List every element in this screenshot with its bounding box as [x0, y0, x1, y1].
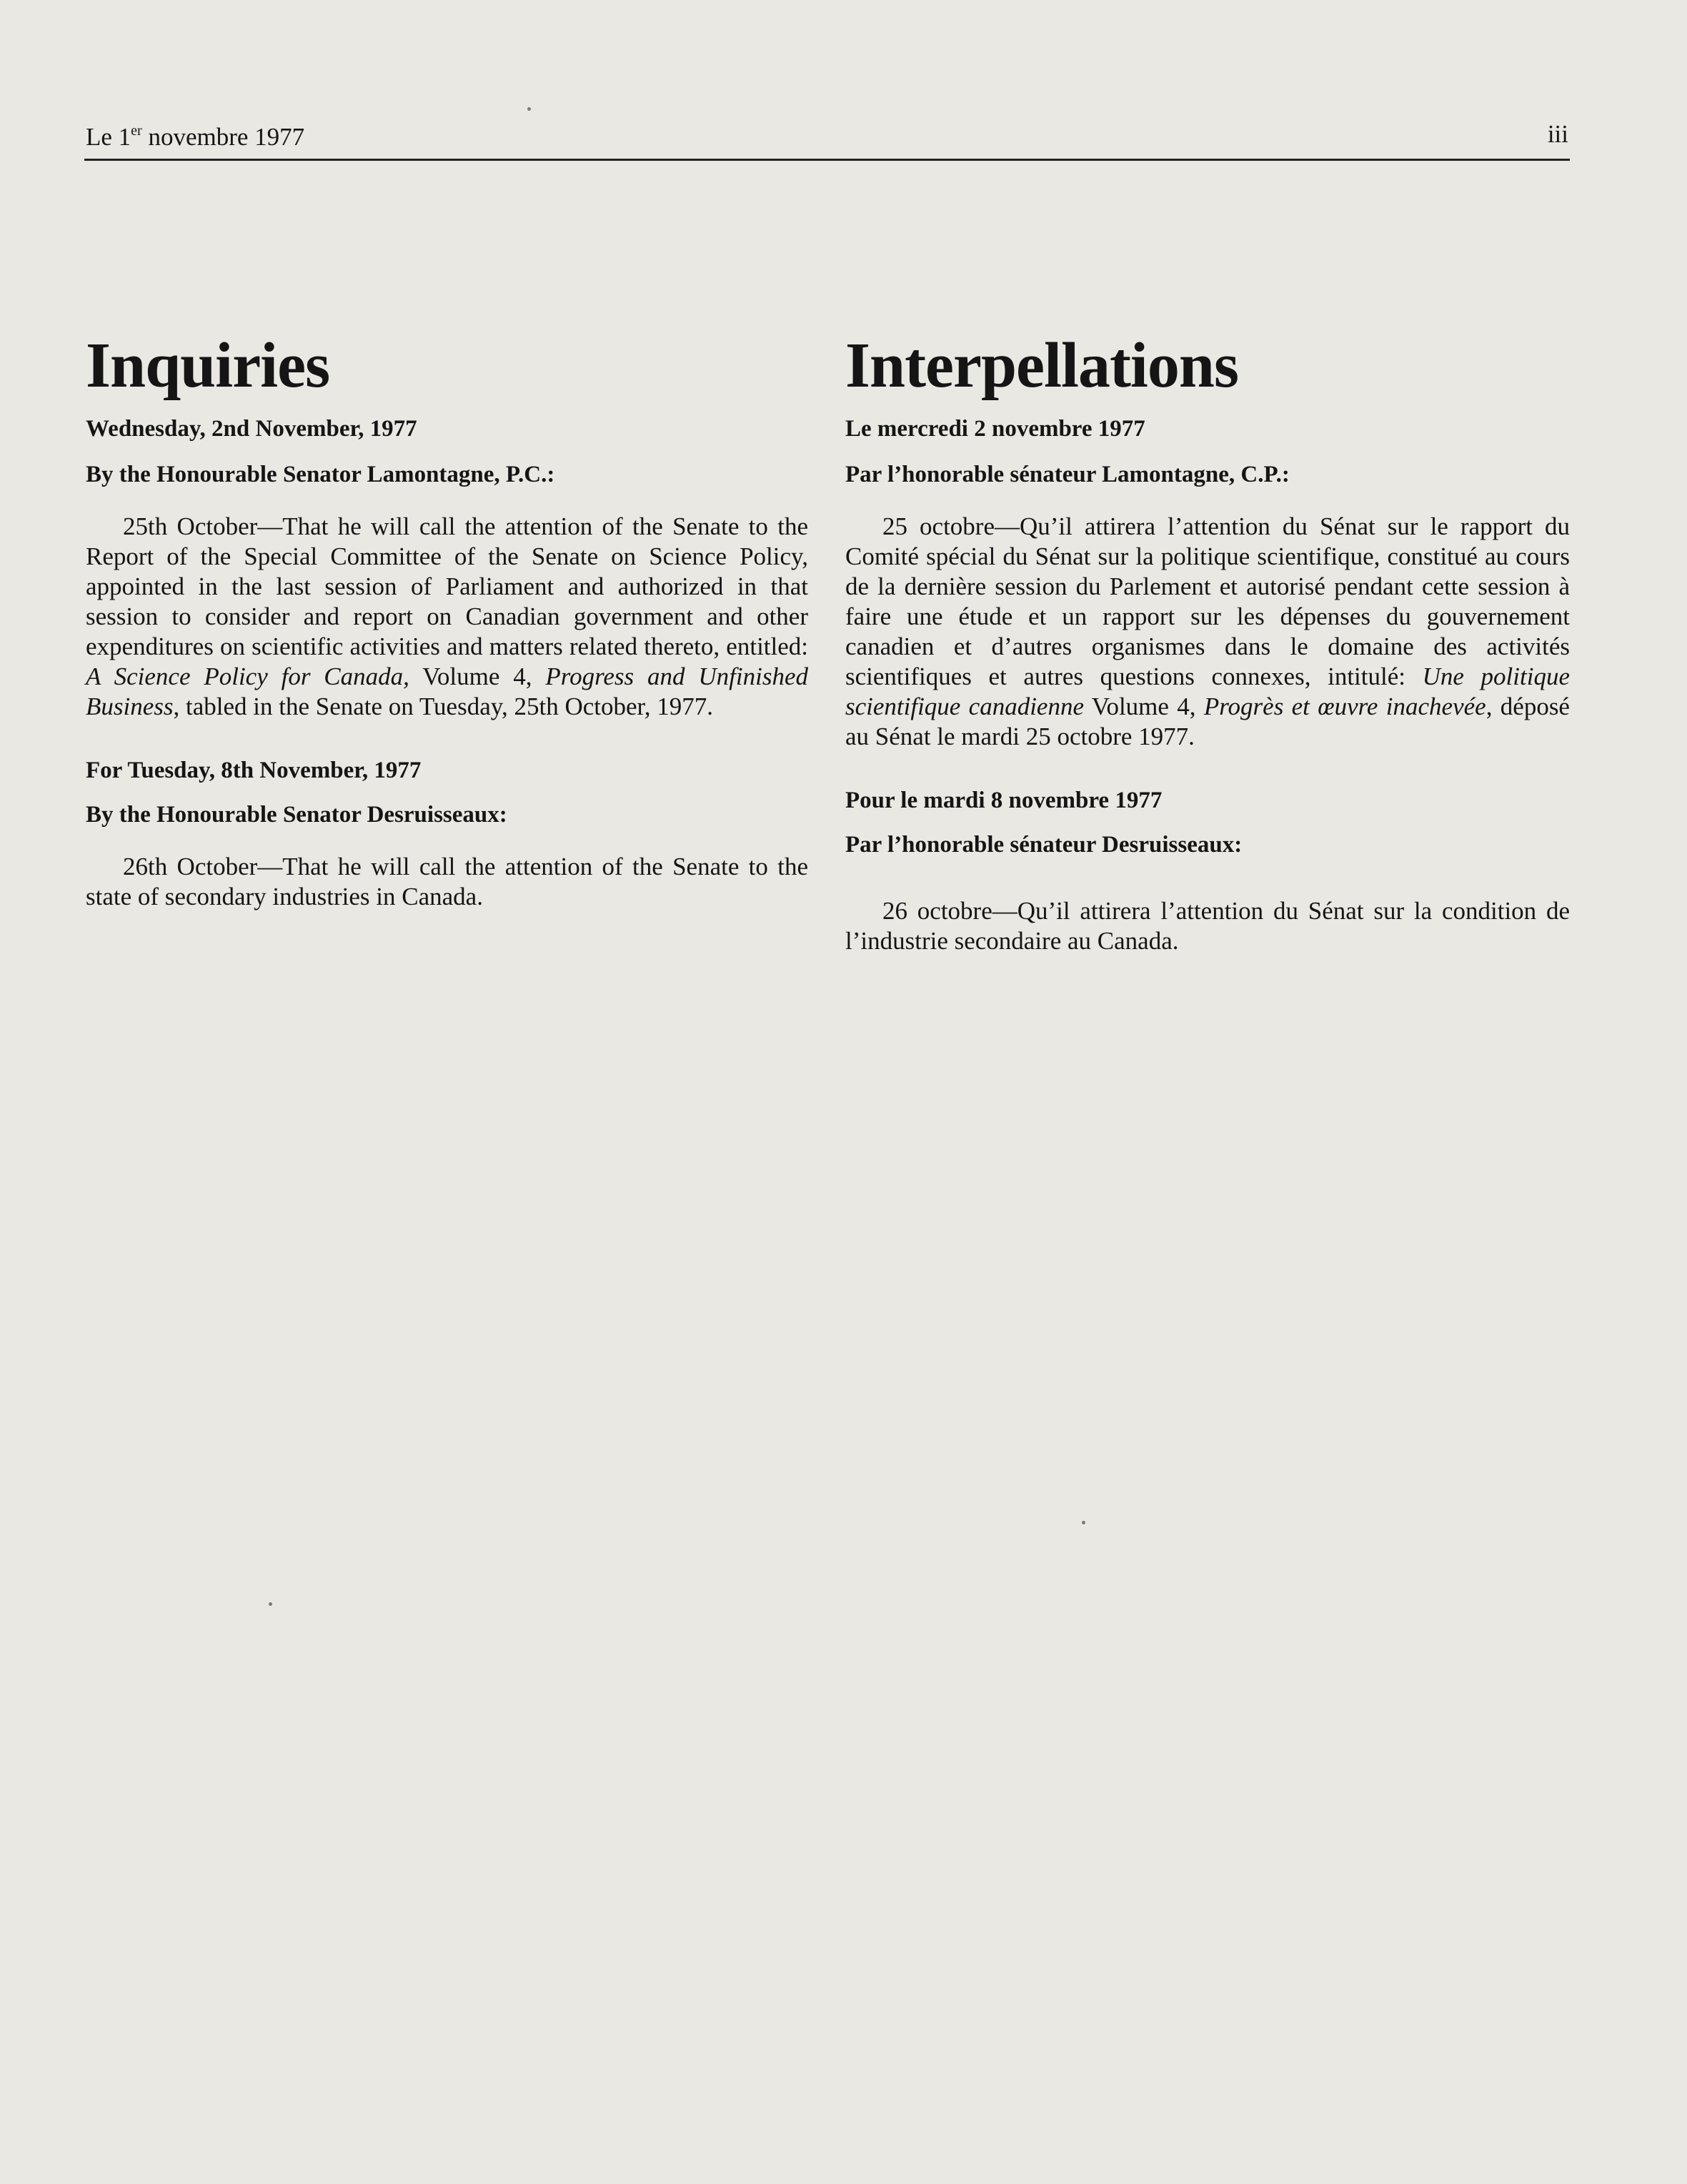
- date-heading-2: Pour le mardi 8 novembre 1977: [845, 788, 1163, 813]
- interpellation-paragraph-2: 26 octobre—Qu’il attirera l’attention du Sénat sur la condition de l’industrie secondaire au Canada.: [845, 897, 1570, 955]
- english-column: [86, 330, 808, 912]
- inquiries-title: Inquiries: [86, 330, 330, 401]
- speck: [527, 107, 531, 111]
- page-number: iii: [1547, 120, 1568, 148]
- senator-heading-2: Par l’honorable sénateur Desruisseaux:: [845, 832, 1243, 858]
- inquiry-paragraph-2: 26th October—That he will call the attention of the Senate to the state of secondary industries in Canada.: [86, 853, 808, 910]
- french-column: [845, 330, 1570, 956]
- date-heading-1: Wednesday, 2nd November, 1977: [86, 416, 417, 442]
- header-rule: [84, 159, 1570, 161]
- speck: [269, 1602, 272, 1606]
- inquiry-paragraph-1: 25th October—That he will call the attention of the Senate to the Report of the Special Committee of the Senate on Science Policy, appointed in the last session of Parliament and authorized in that session to consider and report on Canadian government and other expenditures on scientific activities and matters related thereto, entitled: A Science Policy for Canada, Volume 4, Progress and Unfinished Business, tabled in the Senate on Tuesday, 25th October, 1977.: [86, 512, 809, 720]
- date-heading-2: For Tuesday, 8th November, 1977: [86, 758, 422, 783]
- speck: [1082, 1521, 1085, 1524]
- senator-heading-1: Par l’honorable sénateur Lamontagne, C.P.:: [845, 462, 1290, 487]
- running-header-date: Le 1er novembre 1977: [86, 123, 305, 151]
- senator-heading-2: By the Honourable Senator Desruisseaux:: [86, 802, 507, 828]
- senator-heading-1: By the Honourable Senator Lamontagne, P.C.:: [86, 462, 555, 487]
- date-heading-1: Le mercredi 2 novembre 1977: [845, 416, 1145, 442]
- interpellation-paragraph-1: 25 octobre—Qu’il attirera l’attention du Sénat sur le rapport du Comité spécial du Sénat sur la politique scientifique, constitué au cours de la dernière session du Parlement et autorisé pendant cette session à faire une étude et un rapport sur les dépenses du gouvernement canadien et d’autres organismes dans le domaine des activités scientifiques et autres questions connexes, intitulé: Une politique scientifique canadienne Volume 4, Progrès et œuvre inachevée, déposé au Sénat le mardi 25 octobre 1977.: [845, 512, 1570, 750]
- interpellations-title: Interpellations: [845, 330, 1239, 401]
